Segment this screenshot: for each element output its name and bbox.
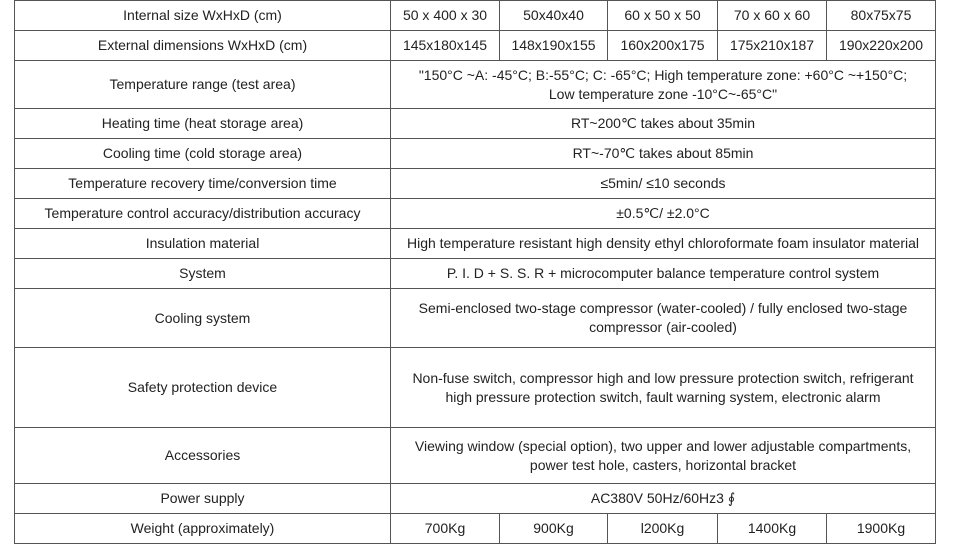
internal-size-value-4: 70 x 60 x 60: [718, 1, 827, 31]
cooling-system-line-1: Semi-enclosed two-stage compressor (water-cooled) / fully enclosed two-stage: [418, 300, 908, 316]
external-dimensions-value-1: 145x180x145: [391, 31, 500, 61]
row-heating-time: [15, 109, 936, 139]
internal-size-value-3: 60 x 50 x 50: [608, 1, 718, 31]
recovery-time-value: ≤5min/ ≤10 seconds: [391, 169, 936, 199]
row-system: [15, 259, 936, 289]
label-recovery-time: Temperature recovery time/conversion time: [15, 169, 391, 199]
row-temperature-range: [15, 61, 936, 109]
label-safety-protection: Safety protection device: [15, 348, 391, 428]
cooling-system-line-2: compressor (air-cooled): [589, 319, 737, 335]
label-cooling-time: Cooling time (cold storage area): [15, 139, 391, 169]
temperature-range-line-1: "150°C ~A: -45°C; B:-55°C; C: -65°C; High temperature zone: +60°C ~+150°C;: [418, 66, 908, 83]
external-dimensions-value-5: 190x220x200: [827, 31, 936, 61]
accessories-value: [391, 428, 936, 484]
accessories-line-1: Viewing window (special option), two upper and lower adjustable compartments,: [414, 437, 912, 454]
internal-size-value-1: 50 x 400 x 30: [391, 1, 500, 31]
system-value: P. I. D + S. S. R + microcomputer balance temperature control system: [391, 259, 936, 289]
external-dimensions-value-4: 175x210x187: [718, 31, 827, 61]
heating-time-value: RT~200℃ takes about 35min: [391, 109, 936, 139]
label-control-accuracy: Temperature control accuracy/distribution accuracy: [15, 199, 391, 229]
label-cooling-system: Cooling system: [15, 289, 391, 348]
control-accuracy-value: ±0.5℃/ ±2.0°C: [391, 199, 936, 229]
insulation-value: High temperature resistant high density ethyl chloroformate foam insulator material: [391, 229, 936, 259]
internal-size-value-2: 50x40x40: [500, 1, 608, 31]
weight-value-2: 900Kg: [500, 514, 608, 544]
weight-value-4: 1400Kg: [718, 514, 827, 544]
label-insulation: Insulation material: [15, 229, 391, 259]
weight-value-1: 700Kg: [391, 514, 500, 544]
specification-table: [14, 0, 936, 544]
row-safety-protection: [15, 348, 936, 428]
label-power-supply: Power supply: [15, 484, 391, 514]
external-dimensions-value-3: 160x200x175: [608, 31, 718, 61]
label-internal-size: Internal size WxHxD (cm): [15, 1, 391, 31]
label-system: System: [15, 259, 391, 289]
accessories-line-2: power test hole, casters, horizontal bracket: [529, 456, 797, 473]
cooling-time-value: RT~-70℃ takes about 85min: [391, 139, 936, 169]
row-power-supply: [15, 484, 936, 514]
row-weight: [15, 514, 936, 544]
label-heating-time: Heating time (heat storage area): [15, 109, 391, 139]
row-accessories: [15, 428, 936, 484]
label-temperature-range: Temperature range (test area): [15, 61, 391, 109]
temperature-range-value: [391, 61, 936, 109]
row-recovery-time: [15, 169, 936, 199]
row-control-accuracy: [15, 199, 936, 229]
label-external-dimensions: External dimensions WxHxD (cm): [15, 31, 391, 61]
internal-size-value-5: 80x75x75: [827, 1, 936, 31]
label-accessories: Accessories: [15, 428, 391, 484]
row-cooling-system: [15, 289, 936, 348]
row-external-dimensions: [15, 31, 936, 61]
cooling-system-value: [391, 289, 936, 348]
temperature-range-line-2: Low temperature zone -10°C~-65°C": [548, 85, 778, 102]
safety-protection-value: [391, 348, 936, 428]
row-insulation: [15, 229, 936, 259]
safety-protection-line-1: Non-fuse switch, compressor high and low pressure protection switch, refrigerant: [412, 369, 914, 386]
power-supply-value: AC380V 50Hz/60Hz3 ∮: [391, 484, 936, 514]
external-dimensions-value-2: 148x190x155: [500, 31, 608, 61]
safety-protection-line-2: high pressure protection switch, fault warning system, electronic alarm: [445, 388, 881, 405]
row-cooling-time: [15, 139, 936, 169]
row-internal-size: [15, 1, 936, 31]
weight-value-3: l200Kg: [608, 514, 718, 544]
weight-value-5: 1900Kg: [827, 514, 936, 544]
label-weight: Weight (approximately): [15, 514, 391, 544]
